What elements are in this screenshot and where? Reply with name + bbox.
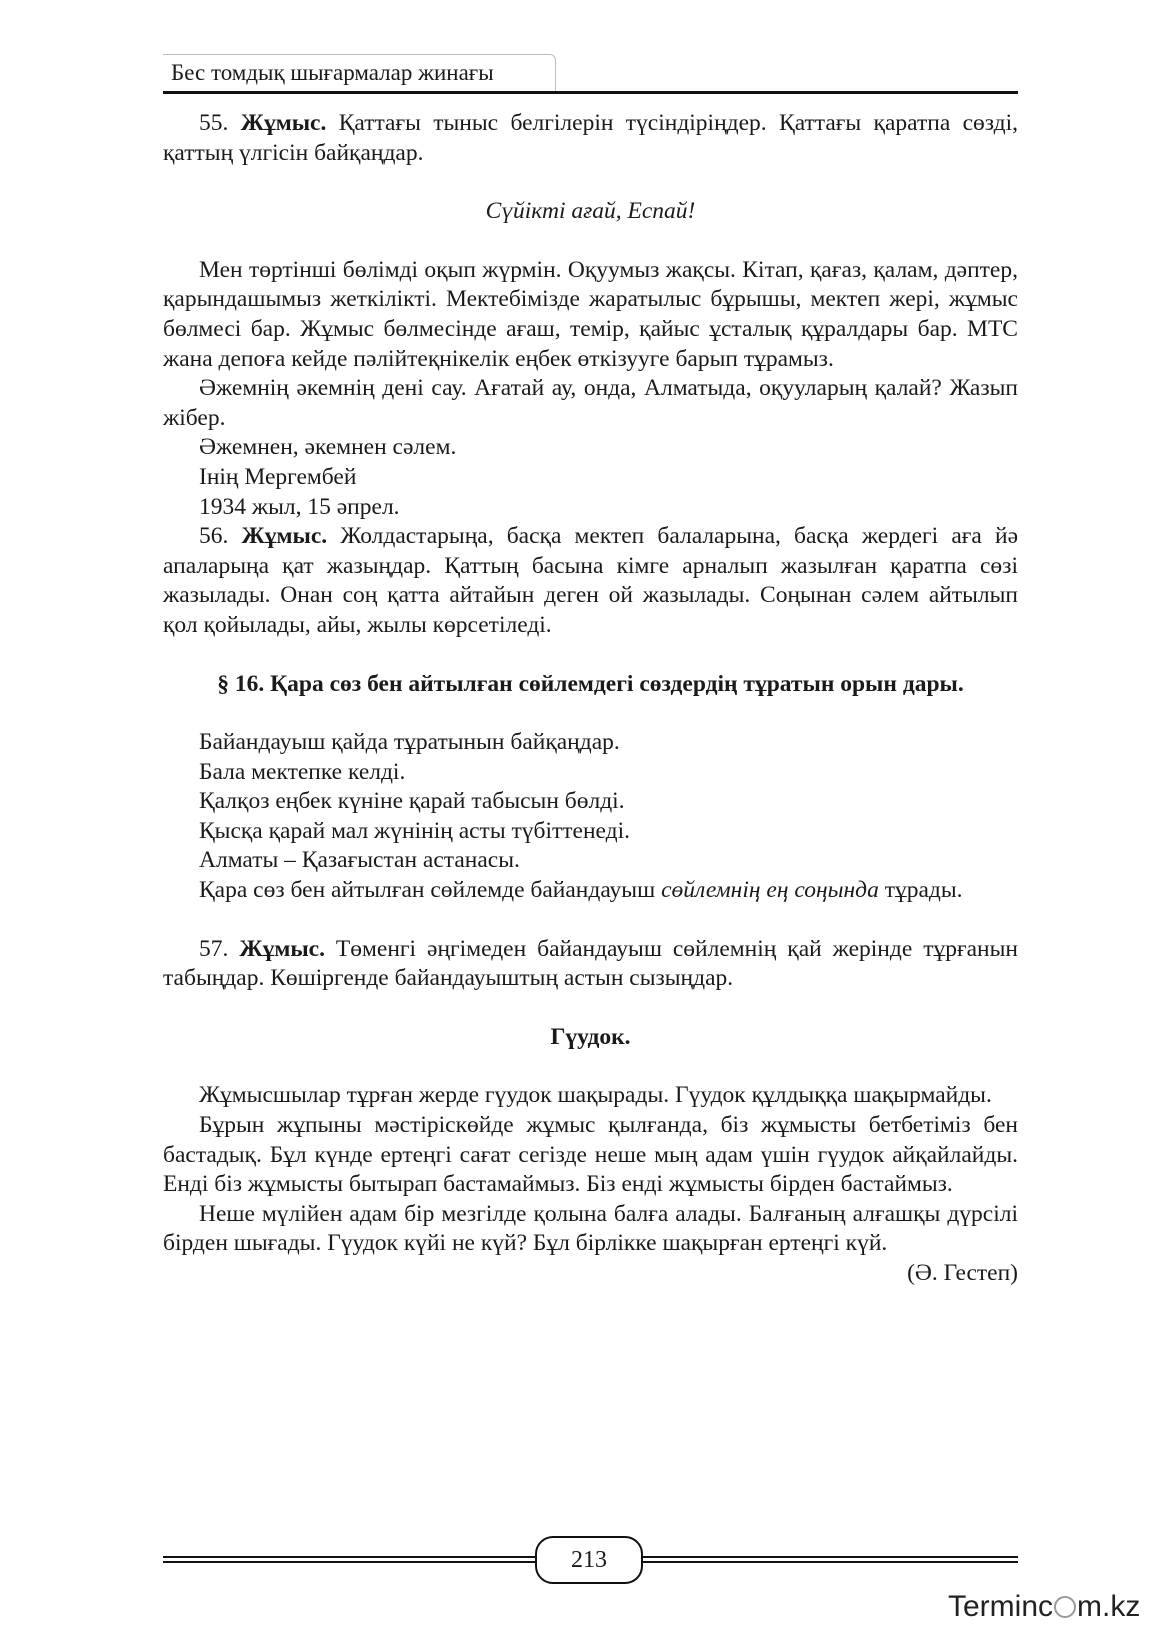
rule-emphasis: сөйлемнің ең соңында [661,877,879,904]
header-rule [163,91,1018,94]
exercise-number: 55. [199,110,229,136]
story-paragraph: Неше мүлійен адам бір мезгілде қолына балға алады. Балғаның алғашқы дүрсілі бірден шығады. Гүудок күйі не күй? Бұл бірлікке шақырған ертеңгі күй. [163,1200,1018,1257]
page-footer [163,1536,1018,1584]
exercise-55 [163,109,1018,168]
exercise-text: Төменгі әңгімеден байандауыш сөйлемнің қай жерінде тұрғанын табыңдар. Көшіргенде байандауыштың астын сызыңдар. [163,935,1018,992]
letter-date: 1934 жыл, 15 әпрел. [199,493,400,520]
rule-text: Қара сөз бен айтылған сөйлемде байандауыш [199,877,662,904]
sentence-line: Байандауыш қайда тұратынын байқаңдар. [199,729,620,756]
story-title: Гүудок. [550,1023,631,1050]
exercise-label: Жұмыс. [239,935,325,962]
watermark-logo [948,1590,1148,1630]
exercise-56 [163,522,1018,640]
letter-greeting: Сүйікті ағай, Еспай! [485,198,696,225]
rule-text: тұрады. [878,877,963,904]
watermark-text: m.kz [1077,1590,1141,1623]
running-header [163,54,1018,94]
exercise-number: 57. [199,935,229,962]
story-paragraph: Бұрын жұпыны мәстіріскөйде жұмыс қылғанда, біз жұмысты бетбетіміз бен бастадық. Бұл күнде ертеңгі сағат сегізде неше мың адам үшін гүудок айқайлайды. Енді біз жұмысты бытырап бастамаймыз. Біз енді жұмысты бірден бастаймыз. [163,1112,1018,1198]
section-heading: § 16. Қара сөз бен айтылған сөйлемдегі сөздердің тұратын орын дары. [217,670,964,697]
footer-rule-left [163,1556,535,1558]
exercise-text: Жолдастарыңа, басқа мектеп балаларына, басқа жердегі аға йә апаларыңа қат жазыңдар. Қаттың басына кімге арналып жазылған қаратпа сөзі жазылады. Онан соң қатта айтайын деген ой жазылады. Соңынан сәлем айтылып қол қойылады, айы, жылы көрсетіледі. [163,523,1019,638]
exercise-number: 56. [199,523,229,550]
exercise-label: Жұмыс. [240,110,327,136]
story-author: (Ә. Гестеп) [907,1260,1018,1286]
sentence-line: Қалқоз еңбек күніне қарай табысын бөлді. [199,788,625,815]
letter-line: Әжемнен, әкемнен сәлем. [199,434,457,461]
page-number: 213 [535,1536,643,1584]
letter-paragraph: Әжемнің әкемнің дені сау. Ағатай ау, онда, Алматыда, оқууларың қалай? Жазып жібер. [163,375,1018,431]
watermark-text: Terminc [948,1590,1054,1623]
exercise-text: Қаттағы тыныс белгілерін түсіндіріңдер. Қаттағы қаратпа сөзді, қаттың үлгісін байқаңдар. [163,110,1018,166]
letter-paragraph: Мен төртінші бөлімді оқып жүрмін. Оқуумыз жақсы. Кітап, қағаз, қалам, дәптер, қарындашымыз жеткілікті. Мектебімізде жаратылыс бұрышы, мектеп жері, жұмыс бөлмесі бар. Жұмыс бөлмесінде ағаш, темір, қайыс ұсталық құралдары бар. МТС жана депоға кейде пәлійтеқнікелік еңбек өткізууге барып тұрамыз. [163,256,1018,372]
story-paragraph: Жұмысшылар тұрған жерде гүудок шақырады. Гүудок құлдыққа шақырмайды. [199,1082,992,1109]
magnifier-icon [1054,1596,1076,1618]
exercise-57 [163,935,1018,994]
book-title: Бес томдық шығармалар жинағы [171,60,494,85]
sentence-line: Қысқа қарай мал жүнінің асты түбіттенеді. [199,817,631,844]
grammar-rule [163,876,1018,906]
letter-signature: Інің Мергембей [199,463,357,490]
footer-rule-left-thin [163,1561,535,1563]
sentence-line: Бала мектепке келді. [199,758,406,785]
exercise-label: Жұмыс. [241,523,328,550]
footer-rule-right-thin [643,1561,1018,1563]
sentence-line: Алматы – Қазағыстан астанасы. [199,847,520,874]
footer-rule-right [643,1556,1018,1558]
page-body [163,109,1018,1289]
